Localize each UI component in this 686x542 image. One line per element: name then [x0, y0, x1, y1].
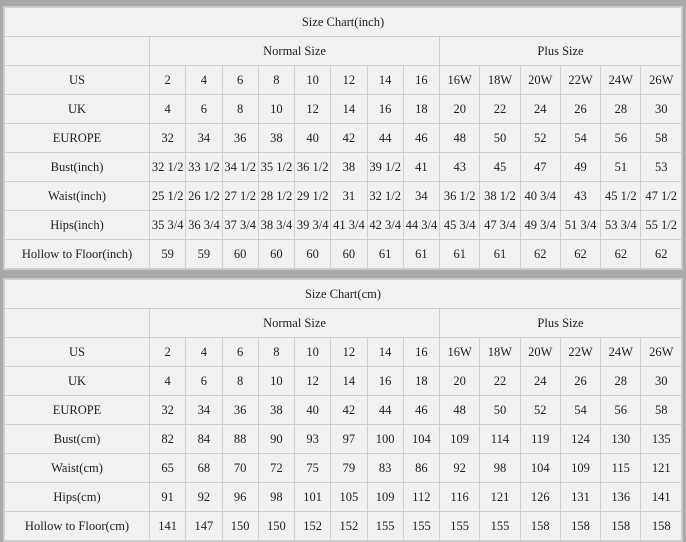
cell: 91: [150, 483, 186, 512]
cell: 68: [186, 454, 222, 483]
cell: 18W: [480, 66, 520, 95]
cell: 58: [641, 396, 682, 425]
cell: 130: [601, 425, 641, 454]
corner-cell: [5, 309, 150, 338]
cell: 43: [440, 153, 480, 182]
cell: 12: [295, 367, 331, 396]
table-row: [5, 512, 682, 541]
cell: 96: [222, 483, 258, 512]
cell: 18: [403, 367, 439, 396]
cell: 30: [641, 367, 682, 396]
cell: 104: [403, 425, 439, 454]
cell: 70: [222, 454, 258, 483]
cell: 8: [258, 66, 294, 95]
cell: 26: [560, 95, 600, 124]
cell: 53: [641, 153, 682, 182]
cell: 126: [520, 483, 560, 512]
cell: 12: [295, 95, 331, 124]
cell: 61: [367, 240, 403, 269]
cell: 34: [186, 396, 222, 425]
cell: 141: [641, 483, 682, 512]
cell: 28 1/2: [258, 182, 294, 211]
chart-title-row: [5, 8, 682, 37]
cell: 60: [295, 240, 331, 269]
cell: 92: [186, 483, 222, 512]
cell: 8: [222, 95, 258, 124]
cell: 150: [258, 512, 294, 541]
group-plus-size: Plus Size: [440, 309, 682, 338]
cell: 79: [331, 454, 367, 483]
cell: 104: [520, 454, 560, 483]
cell: 60: [331, 240, 367, 269]
table-row: [5, 124, 682, 153]
cell: 10: [258, 367, 294, 396]
size-chart-inch: [3, 6, 683, 270]
cell: 38: [258, 124, 294, 153]
cell: 62: [601, 240, 641, 269]
table-row: [5, 454, 682, 483]
cell: 124: [560, 425, 600, 454]
cell: 158: [641, 512, 682, 541]
cell: 36: [222, 124, 258, 153]
cell: 59: [186, 240, 222, 269]
group-normal-size: Normal Size: [150, 37, 440, 66]
cell: 50: [480, 396, 520, 425]
cell: 38 3/4: [258, 211, 294, 240]
cell: 30: [641, 95, 682, 124]
cell: 60: [258, 240, 294, 269]
cell: 27 1/2: [222, 182, 258, 211]
cell: 14: [367, 66, 403, 95]
cell: 83: [367, 454, 403, 483]
cell: 61: [403, 240, 439, 269]
cell: 36 1/2: [295, 153, 331, 182]
cell: 6: [222, 338, 258, 367]
cell: 55 1/2: [641, 211, 682, 240]
cell: 6: [186, 367, 222, 396]
cell: 90: [258, 425, 294, 454]
cell: 45 1/2: [601, 182, 641, 211]
cell: 101: [295, 483, 331, 512]
cell: 28: [601, 367, 641, 396]
cell: 121: [480, 483, 520, 512]
table-row: [5, 425, 682, 454]
chart-title-row: [5, 280, 682, 309]
cell: 16W: [440, 66, 480, 95]
cell: 114: [480, 425, 520, 454]
cell: 40 3/4: [520, 182, 560, 211]
cell: 50: [480, 124, 520, 153]
cell: 40: [295, 124, 331, 153]
row-label: EUROPE: [5, 124, 150, 153]
cell: 22W: [560, 66, 600, 95]
cell: 14: [367, 338, 403, 367]
table-row: [5, 483, 682, 512]
row-label: Hollow to Floor(inch): [5, 240, 150, 269]
row-label: EUROPE: [5, 396, 150, 425]
cell: 44: [367, 396, 403, 425]
cell: 16: [367, 367, 403, 396]
table-row: [5, 153, 682, 182]
cell: 119: [520, 425, 560, 454]
size-chart-cm: [3, 278, 683, 542]
cell: 36: [222, 396, 258, 425]
cell: 97: [331, 425, 367, 454]
cell: 16W: [440, 338, 480, 367]
cell: 24: [520, 95, 560, 124]
cell: 32 1/2: [150, 153, 186, 182]
cell: 34: [403, 182, 439, 211]
cell: 116: [440, 483, 480, 512]
cell: 59: [150, 240, 186, 269]
cell: 105: [331, 483, 367, 512]
cell: 152: [331, 512, 367, 541]
cell: 39 3/4: [295, 211, 331, 240]
table-row: [5, 240, 682, 269]
cell: 155: [440, 512, 480, 541]
cell: 22: [480, 367, 520, 396]
cell: 42 3/4: [367, 211, 403, 240]
cell: 112: [403, 483, 439, 512]
cell: 32: [150, 396, 186, 425]
cell: 43: [560, 182, 600, 211]
table-row: [5, 95, 682, 124]
cell: 150: [222, 512, 258, 541]
cell: 20: [440, 95, 480, 124]
cell: 26W: [641, 66, 682, 95]
cell: 36 1/2: [440, 182, 480, 211]
cell: 4: [186, 338, 222, 367]
cell: 20W: [520, 66, 560, 95]
cell: 62: [560, 240, 600, 269]
cell: 10: [295, 66, 331, 95]
chart-title: Size Chart(inch): [5, 8, 682, 37]
cell: 42: [331, 124, 367, 153]
cell: 35 3/4: [150, 211, 186, 240]
cell: 26W: [641, 338, 682, 367]
cell: 26: [560, 367, 600, 396]
corner-cell: [5, 37, 150, 66]
cell: 32: [150, 124, 186, 153]
cell: 135: [641, 425, 682, 454]
cell: 51: [601, 153, 641, 182]
cell: 51 3/4: [560, 211, 600, 240]
cell: 75: [295, 454, 331, 483]
cell: 47: [520, 153, 560, 182]
cell: 2: [150, 66, 186, 95]
cell: 41 3/4: [331, 211, 367, 240]
cell: 88: [222, 425, 258, 454]
table-row: [5, 211, 682, 240]
cell: 2: [150, 338, 186, 367]
cell: 98: [258, 483, 294, 512]
chart-title: Size Chart(cm): [5, 280, 682, 309]
cell: 155: [480, 512, 520, 541]
cell: 22W: [560, 338, 600, 367]
cell: 84: [186, 425, 222, 454]
cell: 12: [331, 338, 367, 367]
cell: 46: [403, 396, 439, 425]
table-row: [5, 66, 682, 95]
cell: 10: [295, 338, 331, 367]
cell: 155: [367, 512, 403, 541]
cell: 47 1/2: [641, 182, 682, 211]
cell: 35 1/2: [258, 153, 294, 182]
row-label: Hollow to Floor(cm): [5, 512, 150, 541]
cell: 25 1/2: [150, 182, 186, 211]
cell: 100: [367, 425, 403, 454]
row-label: US: [5, 338, 150, 367]
cell: 4: [150, 95, 186, 124]
row-label: UK: [5, 367, 150, 396]
cell: 22: [480, 95, 520, 124]
cell: 16: [367, 95, 403, 124]
cell: 48: [440, 124, 480, 153]
cell: 8: [222, 367, 258, 396]
cell: 115: [601, 454, 641, 483]
cell: 29 1/2: [295, 182, 331, 211]
group-header-row: [5, 37, 682, 66]
cell: 72: [258, 454, 294, 483]
cell: 46: [403, 124, 439, 153]
cell: 158: [601, 512, 641, 541]
size-chart-cm-table: [4, 279, 682, 541]
cell: 141: [150, 512, 186, 541]
cell: 147: [186, 512, 222, 541]
cell: 109: [440, 425, 480, 454]
cell: 54: [560, 124, 600, 153]
cell: 33 1/2: [186, 153, 222, 182]
cell: 24W: [601, 338, 641, 367]
cell: 40: [295, 396, 331, 425]
row-label: Bust(cm): [5, 425, 150, 454]
cell: 121: [641, 454, 682, 483]
cell: 92: [440, 454, 480, 483]
cell: 152: [295, 512, 331, 541]
cell: 62: [520, 240, 560, 269]
cell: 14: [331, 367, 367, 396]
cell: 62: [641, 240, 682, 269]
cell: 131: [560, 483, 600, 512]
cell: 38: [331, 153, 367, 182]
table-row: [5, 367, 682, 396]
cell: 4: [150, 367, 186, 396]
cell: 16: [403, 66, 439, 95]
cell: 41: [403, 153, 439, 182]
cell: 20W: [520, 338, 560, 367]
cell: 16: [403, 338, 439, 367]
cell: 61: [440, 240, 480, 269]
group-header-row: [5, 309, 682, 338]
cell: 12: [331, 66, 367, 95]
cell: 109: [560, 454, 600, 483]
row-label: Hips(inch): [5, 211, 150, 240]
cell: 38: [258, 396, 294, 425]
cell: 44: [367, 124, 403, 153]
cell: 54: [560, 396, 600, 425]
row-label: Waist(inch): [5, 182, 150, 211]
cell: 8: [258, 338, 294, 367]
row-label: Hips(cm): [5, 483, 150, 512]
cell: 28: [601, 95, 641, 124]
cell: 53 3/4: [601, 211, 641, 240]
row-label: Bust(inch): [5, 153, 150, 182]
cell: 155: [403, 512, 439, 541]
cell: 93: [295, 425, 331, 454]
cell: 6: [186, 95, 222, 124]
group-normal-size: Normal Size: [150, 309, 440, 338]
cell: 24: [520, 367, 560, 396]
table-row: [5, 396, 682, 425]
table-row: [5, 182, 682, 211]
cell: 47 3/4: [480, 211, 520, 240]
cell: 42: [331, 396, 367, 425]
cell: 61: [480, 240, 520, 269]
cell: 39 1/2: [367, 153, 403, 182]
group-plus-size: Plus Size: [440, 37, 682, 66]
cell: 45: [480, 153, 520, 182]
row-label: US: [5, 66, 150, 95]
cell: 52: [520, 396, 560, 425]
row-label: UK: [5, 95, 150, 124]
cell: 109: [367, 483, 403, 512]
cell: 45 3/4: [440, 211, 480, 240]
cell: 44 3/4: [403, 211, 439, 240]
cell: 14: [331, 95, 367, 124]
cell: 34 1/2: [222, 153, 258, 182]
cell: 6: [222, 66, 258, 95]
cell: 158: [520, 512, 560, 541]
cell: 65: [150, 454, 186, 483]
cell: 32 1/2: [367, 182, 403, 211]
cell: 38 1/2: [480, 182, 520, 211]
cell: 48: [440, 396, 480, 425]
cell: 37 3/4: [222, 211, 258, 240]
cell: 26 1/2: [186, 182, 222, 211]
cell: 18W: [480, 338, 520, 367]
cell: 18: [403, 95, 439, 124]
cell: 4: [186, 66, 222, 95]
cell: 82: [150, 425, 186, 454]
cell: 52: [520, 124, 560, 153]
cell: 36 3/4: [186, 211, 222, 240]
cell: 10: [258, 95, 294, 124]
cell: 49 3/4: [520, 211, 560, 240]
cell: 60: [222, 240, 258, 269]
cell: 158: [560, 512, 600, 541]
cell: 136: [601, 483, 641, 512]
cell: 34: [186, 124, 222, 153]
cell: 56: [601, 396, 641, 425]
cell: 24W: [601, 66, 641, 95]
size-chart-inch-table: [4, 7, 682, 269]
cell: 58: [641, 124, 682, 153]
cell: 20: [440, 367, 480, 396]
table-row: [5, 338, 682, 367]
cell: 98: [480, 454, 520, 483]
cell: 49: [560, 153, 600, 182]
cell: 86: [403, 454, 439, 483]
cell: 56: [601, 124, 641, 153]
cell: 31: [331, 182, 367, 211]
row-label: Waist(cm): [5, 454, 150, 483]
